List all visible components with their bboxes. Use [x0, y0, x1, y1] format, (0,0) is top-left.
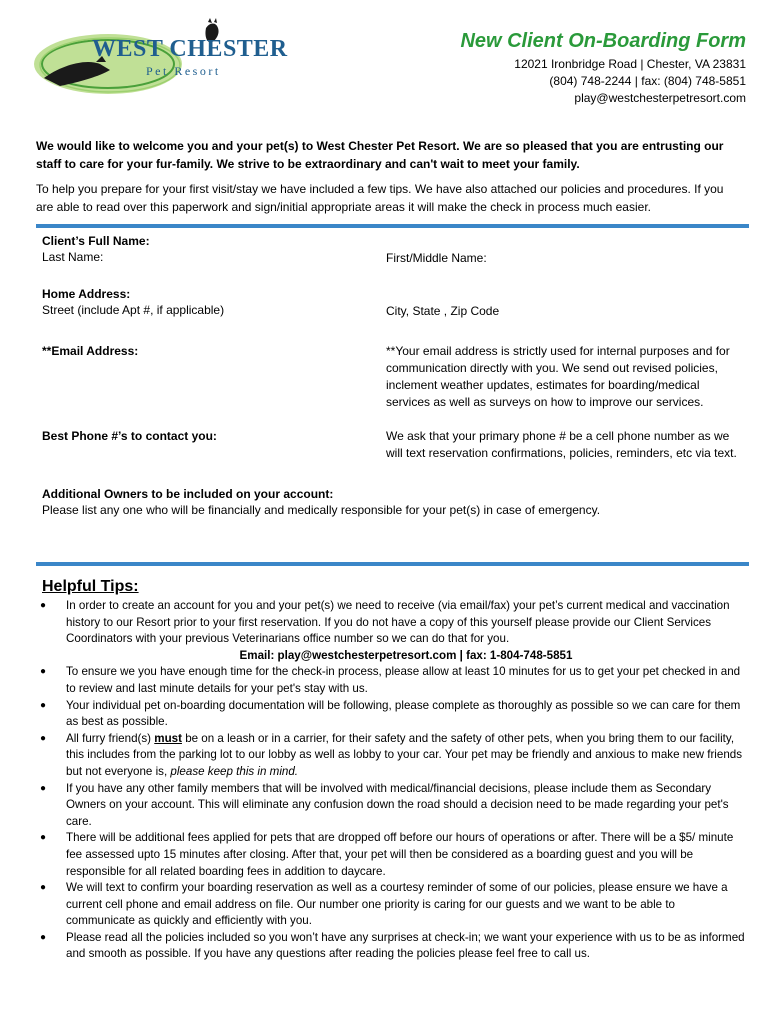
- section-divider: [36, 224, 749, 228]
- phone-note: We ask that your primary phone # be a cell phone number as we will text reservation confirmations, policies, reminders, etc via text.: [386, 429, 737, 460]
- logo: [30, 18, 288, 110]
- city-state-zip-label[interactable]: City, State , Zip Code: [386, 304, 500, 318]
- email-link[interactable]: play@westchesterpetresort.com: [574, 91, 746, 105]
- email-address-label[interactable]: **Email Address:: [42, 344, 139, 358]
- section-divider: [36, 562, 749, 566]
- intro-text: To help you prepare for your first visit/stay we have included a few tips. We have also attached our policies and procedures. If you are able to read over this paperwork and sign/initial appropriate areas it will make the check in process much easier.: [36, 182, 724, 214]
- additional-owners-field[interactable]: [42, 486, 742, 518]
- address: 12021 Ironbridge Road | Chester, VA 23831: [514, 57, 746, 71]
- phone-fax: (804) 748-2244 | fax: (804) 748-5851: [549, 74, 746, 88]
- first-name-label[interactable]: First/Middle Name:: [386, 251, 487, 265]
- home-address-label: Home Address:: [42, 287, 131, 301]
- full-name-label: Client’s Full Name:: [42, 234, 150, 248]
- last-name-label: Last Name:: [42, 250, 104, 264]
- list-item: ● To ensure we you have enough time for the check-in process, please allow at least 10 minutes for us to get your pet checked in and to review and last minute details for your pet's stay with us.: [40, 665, 741, 695]
- additional-owners-note: Please list any one who will be financially and medically responsible for your pet(s) in case of emergency.: [42, 503, 601, 517]
- home-address-field[interactable]: [42, 286, 372, 318]
- helpful-tips-title: Helpful Tips:: [42, 578, 139, 595]
- full-name-field[interactable]: [42, 233, 372, 265]
- phone-label[interactable]: Best Phone #’s to contact you:: [42, 429, 217, 443]
- welcome-text: We would like to welcome you and your pet(s) to West Chester Pet Resort. We are so pleased that you are entrusting our staff to care for your fur-family. We strive to be extraordinary and can't wait to meet your family.: [36, 139, 724, 171]
- email-note: **Your email address is strictly used for internal purposes and for communication directly with you. We send out revised policies, inclement weather updates, estimates for boarding/medical services as well as surveys on how to improve our services.: [386, 344, 730, 409]
- contact-block: [514, 56, 746, 107]
- logo-title: WEST CHESTER: [92, 36, 288, 62]
- logo-subtitle: Pet Resort: [146, 64, 221, 78]
- additional-owners-label: Additional Owners to be included on your account:: [42, 487, 334, 501]
- list-item: ● If you have any other family members that will be involved with medical/financial decisions, please include them as Secondary Owners on your account. This will eliminate any confusion down the road should a decision need to be made regarding your pet's care.: [40, 781, 729, 828]
- list-item: ● We will text to confirm your boarding reservation as well as a courtesy reminder of some of our policies, please ensure we have a current cell phone and email address on file. Our number one priority is caring for our guests and we want to be able to communicate as quickly and efficiently with you.: [40, 881, 728, 928]
- list-item: ● Your individual pet on-boarding documentation will be following, please complete as thoroughly as possible so we can care for them as best as possible.: [40, 698, 741, 729]
- list-item: ● Please read all the policies included so you won’t have any surprises at check-in; we want your experience with us to be as informed and smooth as possible. If you have any questions after reading the policies please feel free to call us.: [40, 930, 745, 961]
- list-item: ● In order to create an account for you and your pet(s) we need to receive (via email/fax) your pet’s current medical and vaccination history to our Resort prior to your first reservation. If you do not have a copy of this yourself please provide our Client Services Coordinators with your previous Veterinarians office number so we can do that for you.: [40, 599, 730, 646]
- street-label: Street (include Apt #, if applicable): [42, 303, 225, 317]
- list-item: ● All furry friend(s) must be on a leash or in a carrier, for their safety and the safety of other pets, when you bring them to our facility, this includes from the parking lot to our lobby as well as lobby to your car. Your pet may be friendly and anxious to make new friends but not everyone is, please keep this in mind.: [40, 731, 743, 778]
- pet-silhouette-icon: [30, 18, 260, 110]
- form-title: New Client On-Boarding Form: [460, 30, 746, 52]
- tips-contact: Email: play@westchesterpetresort.com | fax: 1-804-748-5851: [239, 648, 573, 662]
- tips-list: [36, 598, 746, 963]
- list-item: ● There will be additional fees applied for pets that are dropped off before our hours of operations or after. There will be a $5/ minute fee assessed upto 15 minutes after closing. After that, your pet will then be considered as a boarding guest and you will be responsible for all related boarding fees in addition to daycare.: [40, 831, 734, 878]
